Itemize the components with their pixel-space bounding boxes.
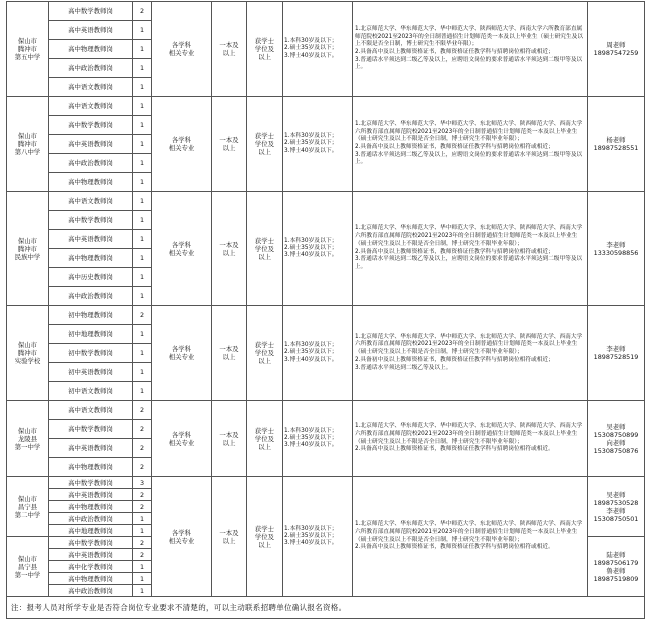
school-name: 保山市 腾冲市 民族中学 — [7, 192, 49, 306]
school-name: 保山市 昌宁县 第二中学 — [7, 477, 49, 537]
school-name: 保山市 昌宁县 第一中学 — [7, 537, 49, 597]
position-count: 3 — [133, 477, 152, 489]
position-name: 高中物理教师岗 — [49, 458, 133, 477]
education-requirement: 一本及 以上 — [212, 401, 247, 477]
other-requirements: 1.北京师范大学、华东师范大学、华中师范大学、陕西师范大学、西南大学六所教育部直属师范院校2021至2023年的全日制普通招生计划师范类一本及以上毕业生（硕士研究生及以上不限是否全日制，博士研究生不限毕业年限）； 2.具备高中及以上教师资格证书，教师资格证任教学科与招聘岗位相符或相近； 3.普通话水平须达到二级乙等及以上，应聘语文岗位的要求普通话水平须达到二级甲等及以上。 — [353, 2, 588, 97]
position-count: 1 — [133, 325, 152, 344]
degree-requirement: 获学士 学位及 以上 — [247, 97, 283, 192]
position-name: 高中数学教师岗 — [49, 537, 133, 549]
position-name: 高中英语教师岗 — [49, 135, 133, 154]
position-name: 高中政治教师岗 — [49, 585, 133, 597]
position-name: 高中物理教师岗 — [49, 501, 133, 513]
position-count: 1 — [133, 135, 152, 154]
position-name: 初中物理教师岗 — [49, 306, 133, 325]
other-requirements: 1.北京师范大学、华东师范大学、华中师范大学、东北师范大学、陕西师范大学、西南大学六所教育部直属师范院校2021至2023年的全日制普通招生计划师范类一本及以上毕业生（硕士研究生及以上不限是否全日制，博士研究生不限毕业年限）； 2.具备高中及以上教师资格证书，教师资格证任教学科与招聘岗位相符或相近； 3.普通话水平须达到二级乙等及以上，应聘语文岗位的要求普通话水平须达到二级甲等及以上。 — [353, 192, 588, 306]
position-count: 1 — [133, 363, 152, 382]
position-name: 初中语文教师岗 — [49, 382, 133, 401]
position-name: 高中政治教师岗 — [49, 287, 133, 306]
contact-info: 李老师 13330598856 — [588, 192, 645, 306]
degree-requirement: 获学士 学位及 以上 — [247, 2, 283, 97]
table-row — [7, 2, 645, 21]
position-name: 高中语文教师岗 — [49, 97, 133, 116]
other-requirements: 1.北京师范大学、华东师范大学、华中师范大学、东北师范大学、陕西师范大学、西南大学六所教育部直属师范院校2021至2023年的全日制普通招生计划师范类一本及以上毕业生（硕士研究生及以上不限是否全日制，博士研究生不限毕业年限）； 2.具备高中及以上教师资格证书，教师资格证任教学科与招聘岗位相符或相近。 — [353, 477, 588, 597]
position-count: 2 — [133, 420, 152, 439]
education-requirement: 一本及 以上 — [212, 192, 247, 306]
position-name: 高中物理教师岗 — [49, 249, 133, 268]
contact-info: 吴老师 15308750899 向老师 15308750876 — [588, 401, 645, 477]
footnote-row — [7, 597, 645, 619]
other-requirements: 1.北京师范大学、华东师范大学、华中师范大学、东北师范大学、陕西师范大学、西南大学六所教育部直属师范院校2021至2023年的全日制普通招生计划师范类一本及以上毕业生（硕士研究生及以上不限是否全日制，博士研究生不限毕业年限）； 2.具备初中及以上教师资格证书，教师资格证任教学科与招聘岗位相符或相近； 3.普通话水平须达到二级乙等及以上。 — [353, 306, 588, 401]
position-name: 初中英语教师岗 — [49, 363, 133, 382]
position-name: 高中历史教师岗 — [49, 268, 133, 287]
age-requirement: 1.本科30岁及以下； 2.硕士35岁及以下； 3.博士40岁及以下。 — [283, 192, 353, 306]
contact-info: 陆老师 18987506179 鲁老师 18987519809 — [588, 537, 645, 597]
school-name: 保山市 龙陵县 第一中学 — [7, 401, 49, 477]
position-count: 1 — [133, 21, 152, 40]
position-count: 1 — [133, 154, 152, 173]
education-requirement: 一本及 以上 — [212, 97, 247, 192]
position-name: 高中政治教师岗 — [49, 154, 133, 173]
position-count: 1 — [133, 211, 152, 230]
position-count: 1 — [133, 97, 152, 116]
degree-requirement: 获学士 学位及 以上 — [247, 192, 283, 306]
contact-info: 杨老师 18987528551 — [588, 97, 645, 192]
position-count: 1 — [133, 230, 152, 249]
position-name: 高中语文教师岗 — [49, 78, 133, 97]
position-count: 1 — [133, 525, 152, 537]
position-count: 2 — [133, 458, 152, 477]
major-requirement: 各学科 相关专业 — [152, 401, 212, 477]
age-requirement: 1.本科30岁及以下； 2.硕士35岁及以下； 3.博士40岁及以下。 — [283, 306, 353, 401]
position-count: 1 — [133, 40, 152, 59]
age-requirement: 1.本科30岁及以下； 2.硕士35岁及以下； 3.博士40岁及以下。 — [283, 2, 353, 97]
contact-info: 周老师 18987547259 — [588, 2, 645, 97]
position-name: 高中数学教师岗 — [49, 2, 133, 21]
school-name: 保山市 腾冲市 第八中学 — [7, 97, 49, 192]
position-name: 高中数学教师岗 — [49, 211, 133, 230]
contact-info: 吴老师 18987530528 李老师 15308750501 — [588, 477, 645, 537]
degree-requirement: 获学士 学位及 以上 — [247, 477, 283, 597]
age-requirement: 1.本科30岁及以下； 2.硕士35岁及以下； 3.博士40岁及以下。 — [283, 477, 353, 597]
major-requirement: 各学科 相关专业 — [152, 477, 212, 597]
position-count: 1 — [133, 287, 152, 306]
position-name: 高中化学教师岗 — [49, 561, 133, 573]
position-count: 1 — [133, 59, 152, 78]
position-count: 2 — [133, 549, 152, 561]
position-count: 1 — [133, 78, 152, 97]
position-name: 高中物理教师岗 — [49, 40, 133, 59]
contact-info: 李老师 18987528519 — [588, 306, 645, 401]
table-row — [7, 401, 645, 420]
position-name: 高中英语教师岗 — [49, 439, 133, 458]
age-requirement: 1.本科30岁及以下； 2.硕士35岁及以下； 3.博士40岁及以下。 — [283, 97, 353, 192]
position-count: 1 — [133, 116, 152, 135]
position-count: 1 — [133, 344, 152, 363]
position-name: 高中英语教师岗 — [49, 549, 133, 561]
position-count: 2 — [133, 501, 152, 513]
position-name: 高中语文教师岗 — [49, 401, 133, 420]
position-count: 1 — [133, 173, 152, 192]
other-requirements: 1.北京师范大学、华东师范大学、华中师范大学、东北师范大学、陕西师范大学、西南大学六所教育部直属师范院校2021至2023年的全日制普通招生计划师范类一本及以上毕业生（硕士研究生及以上不限是否全日制，博士研究生不限毕业年限）； 2.具备高中及以上教师资格证书，教师资格证任教学科与招聘岗位相符或相近。 — [353, 401, 588, 477]
major-requirement: 各学科 相关专业 — [152, 192, 212, 306]
position-count: 1 — [133, 192, 152, 211]
age-requirement: 1.本科30岁及以下； 2.硕士35岁及以下； 3.博士40岁及以下。 — [283, 401, 353, 477]
position-count: 1 — [133, 513, 152, 525]
table-row — [7, 192, 645, 211]
major-requirement: 各学科 相关专业 — [152, 97, 212, 192]
recruitment-table — [6, 1, 645, 619]
table-row — [7, 477, 645, 489]
other-requirements: 1.北京师范大学、华东师范大学、华中师范大学、东北师范大学、陕西师范大学、西南大学六所教育部直属师范院校2021至2023年的全日制普通招生计划师范类一本及以上毕业生（硕士研究生及以上不限是否全日制，博士研究生不限毕业年限）； 2.具备高中及以上教师资格证书，教师资格证任教学科与招聘岗位相符或相近； 3.普通话水平须达到二级乙等及以上，应聘语文岗位的要求普通话水平须达到二级甲等及以上。 — [353, 97, 588, 192]
major-requirement: 各学科 相关专业 — [152, 306, 212, 401]
education-requirement: 一本及 以上 — [212, 2, 247, 97]
position-count: 2 — [133, 306, 152, 325]
footnote: 注：报考人员对所学专业是否符合岗位专业要求不清楚的，可以主动联系招聘单位确认报名资格。 — [7, 597, 645, 619]
position-name: 高中数学教师岗 — [49, 116, 133, 135]
degree-requirement: 获学士 学位及 以上 — [247, 401, 283, 477]
table-row — [7, 97, 645, 116]
education-requirement: 一本及 以上 — [212, 306, 247, 401]
position-name: 高中英语教师岗 — [49, 230, 133, 249]
position-name: 高中物理教师岗 — [49, 573, 133, 585]
position-count: 1 — [133, 249, 152, 268]
position-name: 高中数学教师岗 — [49, 420, 133, 439]
school-name: 保山市 腾冲市 实验学校 — [7, 306, 49, 401]
education-requirement: 一本及 以上 — [212, 477, 247, 597]
position-name: 高中英语教师岗 — [49, 489, 133, 501]
position-name: 高中地理教师岗 — [49, 525, 133, 537]
position-count: 2 — [133, 2, 152, 21]
position-count: 1 — [133, 268, 152, 287]
position-count: 2 — [133, 439, 152, 458]
position-name: 高中语文教师岗 — [49, 192, 133, 211]
position-name: 高中政治教师岗 — [49, 59, 133, 78]
position-name: 高中物理教师岗 — [49, 173, 133, 192]
position-count: 1 — [133, 573, 152, 585]
position-count: 1 — [133, 561, 152, 573]
position-count: 2 — [133, 401, 152, 420]
position-name: 高中英语教师岗 — [49, 21, 133, 40]
school-name: 保山市 腾冲市 第五中学 — [7, 2, 49, 97]
position-count: 1 — [133, 382, 152, 401]
position-name: 高中数学教师岗 — [49, 477, 133, 489]
position-count: 2 — [133, 537, 152, 549]
major-requirement: 各学科 相关专业 — [152, 2, 212, 97]
position-count: 1 — [133, 585, 152, 597]
position-name: 高中政治教师岗 — [49, 513, 133, 525]
table-row — [7, 306, 645, 325]
degree-requirement: 获学士 学位及 以上 — [247, 306, 283, 401]
position-count: 2 — [133, 489, 152, 501]
position-name: 初中地理教师岗 — [49, 325, 133, 344]
position-name: 初中数学教师岗 — [49, 344, 133, 363]
